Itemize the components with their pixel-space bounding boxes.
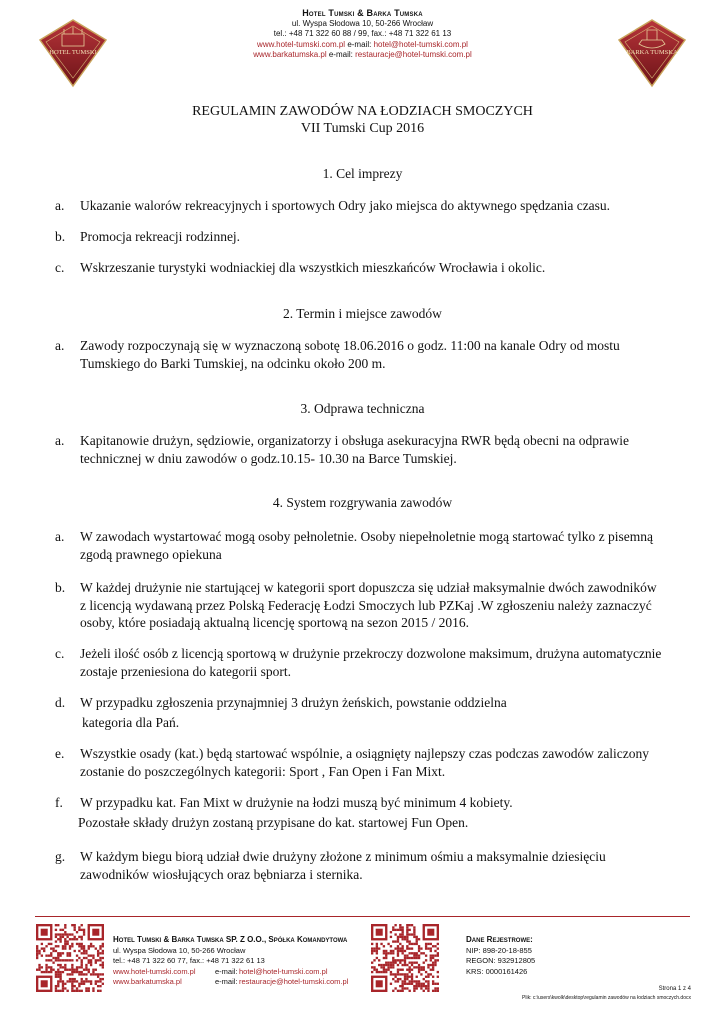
list-item-4a bbox=[55, 528, 695, 563]
footer-registration bbox=[466, 935, 616, 977]
header-web-barka[interactable]: www.barkatumska.pl bbox=[253, 50, 327, 59]
item-letter: a. bbox=[55, 529, 65, 544]
header-email-label-2: e-mail: bbox=[328, 50, 353, 59]
qr-code-left[interactable] bbox=[36, 924, 104, 992]
item-letter: g. bbox=[55, 849, 66, 864]
registration-regon: REGON: 932912805 bbox=[466, 956, 536, 965]
header-web-hotel[interactable]: www.hotel-tumski.com.pl bbox=[257, 39, 346, 49]
list-item-4e bbox=[55, 745, 695, 780]
section-heading-3: 3. Odprawa techniczna bbox=[300, 401, 425, 416]
list-item-2a bbox=[55, 337, 695, 372]
item-letter: b. bbox=[55, 229, 66, 244]
qr-code-right[interactable] bbox=[371, 924, 439, 992]
item-text: Wskrzeszanie turystyki wodniackiej dla wszystkich mieszkańców Wrocławia i okolic. bbox=[80, 260, 546, 275]
header-brand: Hotel Tumski & Barka Tumska bbox=[302, 8, 423, 18]
document-title: REGULAMIN ZAWODÓW NA ŁODZIACH SMOCZYCH bbox=[192, 104, 533, 119]
item-text-line: zostanie do poszczególnych kategorii: Sport , Fan Open i Fan Mixt. bbox=[80, 763, 446, 779]
item-letter: a. bbox=[55, 198, 65, 213]
item-text-line: W każdym biegu biorą udział dwie drużyny złożone z minimum ośmiu a maksymalnie dziesięciu bbox=[80, 849, 606, 864]
item-letter: a. bbox=[55, 338, 65, 353]
footer-divider bbox=[35, 916, 690, 917]
registration-title: Dane Rejestrowe: bbox=[466, 935, 533, 944]
item-text-line: Kapitanowie drużyn, sędziowie, organizatorzy i obsługa asekuracyjna RWR będą obecni na odprawie bbox=[80, 433, 629, 448]
hotel-tumski-logo bbox=[38, 18, 108, 88]
item-letter: f. bbox=[55, 795, 63, 810]
list-item-1b bbox=[55, 228, 695, 246]
list-item-1a bbox=[55, 197, 695, 215]
header-email-hotel[interactable]: hotel@hotel-tumski.com.pl bbox=[373, 39, 468, 49]
item-text-line: osoby, które posiadają aktualną licencję sportową na sezon 2015 / 2016. bbox=[80, 615, 470, 630]
item-letter: b. bbox=[55, 580, 66, 595]
list-item-3a bbox=[55, 432, 695, 467]
header-address: ul. Wyspa Słodowa 10, 50-266 Wrocław bbox=[291, 18, 434, 28]
header-phone: tel.: +48 71 322 60 88 / 99, fax.: +48 71 322 61 13 bbox=[273, 29, 452, 38]
item-text-line: zgodą prawnego opiekuna bbox=[80, 546, 222, 562]
item-letter: d. bbox=[55, 695, 66, 710]
item-text-line: zawodników wiosłujących oraz bębniarza i sternika. bbox=[80, 866, 363, 882]
item-letter: a. bbox=[55, 433, 65, 448]
item-letter: e. bbox=[55, 746, 65, 761]
item-text-line: Wszystkie osady (kat.) będą startować wspólnie, a osiągnięty najlepszy czas podczas zawodów zaliczony bbox=[80, 746, 650, 761]
footer-phone: tel.: +48 71 322 60 77, fax.: +48 71 322 61 13 bbox=[113, 956, 265, 965]
item-text-line: W przypadku kat. Fan Mixt w drużynie na łodzi muszą być minimum 4 kobiety. bbox=[80, 795, 513, 810]
section-heading-1: 1. Cel imprezy bbox=[322, 166, 403, 181]
item-text: Ukazanie walorów rekreacyjnych i sportowych Odry jako miejsca do aktywnego spędzania czasu. bbox=[80, 198, 611, 213]
footer-web-barka[interactable]: www.barkatumska.pl bbox=[113, 977, 182, 986]
section-heading-4: 4. System rozgrywania zawodów bbox=[272, 495, 453, 510]
item-text: Promocja rekreacji rodzinnej. bbox=[80, 229, 241, 244]
item-text-line: Zawody rozpoczynają się w wyznaczoną sobotę 18.06.2016 o godz. 11:00 na kanale Odry od mostu bbox=[80, 338, 620, 353]
header-email-label: e-mail: bbox=[347, 39, 372, 49]
item-text-line: Tumskiego do Barki Tumskiej, na odcinku około 200 m. bbox=[80, 355, 386, 371]
footer-email-hotel[interactable]: hotel@hotel-tumski.com.pl bbox=[239, 966, 328, 976]
header-email-restauracje[interactable]: restauracje@hotel-tumski.com.pl bbox=[355, 50, 472, 59]
footer-brand: Hotel Tumski & Barka Tumska SP. Z O.O., Spółka Komandytowa bbox=[113, 935, 348, 944]
item-text-line: z licencją wydawaną przez Polską Federację Łodzi Smoczych lub PZKaj .W zgłoszeniu należy zaznaczyć bbox=[80, 597, 652, 613]
logo-left-text: HOTEL TUMSKI bbox=[49, 49, 97, 56]
item-letter: c. bbox=[55, 260, 65, 275]
list-item-4c bbox=[55, 645, 695, 680]
footer-web-hotel[interactable]: www.hotel-tumski.com.pl bbox=[113, 966, 196, 976]
footer-address: ul. Wyspa Słodowa 10, 50-266 Wrocław bbox=[113, 945, 246, 955]
item-text-line: W każdej drużynie nie startującej w kategorii sport dopuszcza się udział maksymalnie dwóch zawodników bbox=[80, 580, 657, 595]
section-heading-2: 2. Termin i miejsce zawodów bbox=[283, 306, 442, 321]
registration-nip: NIP: 898-20-18-855 bbox=[466, 945, 532, 955]
footer-contact bbox=[113, 935, 368, 988]
item-text-line: zostaje przeniesiona do kategorii sport. bbox=[80, 663, 292, 679]
list-item-4g bbox=[55, 848, 695, 883]
item-text-line: Jeżeli ilość osób z licencją sportową w drużynie przekroczy dozwolone maksimum, drużyna automatycznie bbox=[80, 646, 662, 661]
document-subtitle: VII Tumski Cup 2016 bbox=[300, 121, 425, 136]
item-text-line: Pozostałe składy drużyn zostaną przypisane do kat. startowej Fun Open. bbox=[78, 814, 469, 830]
header-contact bbox=[180, 8, 545, 61]
item-text-line: W zawodach wystartować mogą osoby pełnoletnie. Osoby niepełnoletnie mogą startować tylko z pisemną bbox=[80, 529, 653, 544]
item-text-line: kategoria dla Pań. bbox=[82, 714, 180, 730]
item-letter: c. bbox=[55, 646, 65, 661]
item-text-line: W przypadku zgłoszenia przynajmniej 3 drużyn żeńskich, powstanie oddzielna bbox=[80, 695, 507, 710]
list-item-4d bbox=[55, 694, 695, 731]
footer-email-label-2: e-mail: bbox=[215, 977, 238, 986]
footer-email-restauracje[interactable]: restauracje@hotel-tumski.com.pl bbox=[239, 977, 349, 986]
barka-tumska-logo bbox=[617, 18, 687, 88]
file-path: Plik: c:\users\kwolk\desktop\regulamin zawodów na łodziach smoczych.docx bbox=[522, 995, 691, 1001]
footer-email-label: e-mail: bbox=[215, 966, 238, 976]
logo-right-text: BARKA TUMSKA bbox=[626, 49, 678, 56]
registration-krs: KRS: 0000161426 bbox=[466, 966, 528, 976]
list-item-1c bbox=[55, 259, 695, 277]
item-text-line: technicznej w dniu zawodów o godz.10.15- 10.30 na Barce Tumskiej. bbox=[80, 450, 457, 466]
page-number: Strona 1 z 4 bbox=[658, 986, 691, 992]
list-item-4f bbox=[55, 794, 695, 831]
list-item-4b bbox=[55, 579, 695, 632]
